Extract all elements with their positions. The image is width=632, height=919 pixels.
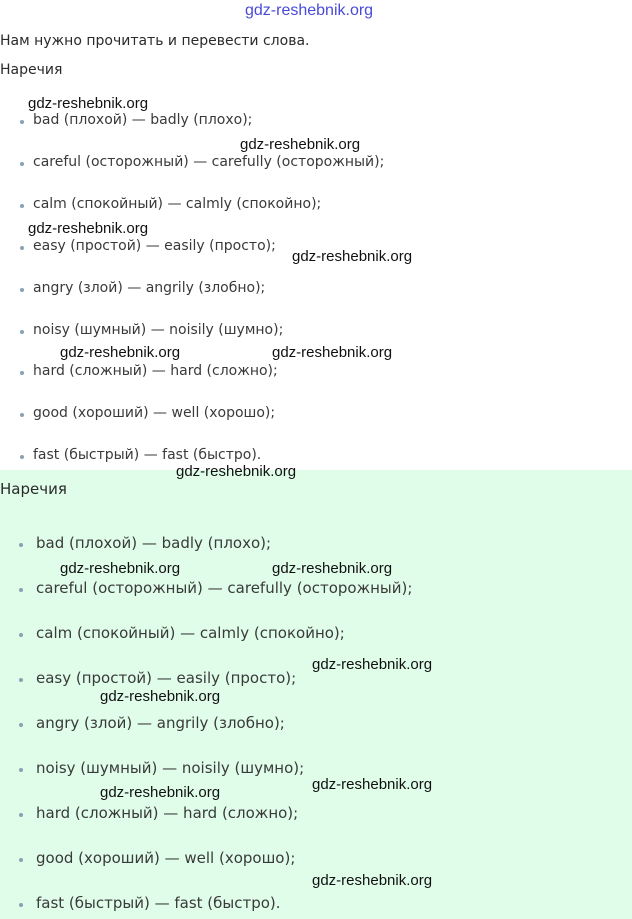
list-item-text: fast (быстрый) — fast (быстро). bbox=[33, 447, 262, 463]
bullet-icon bbox=[19, 723, 23, 727]
site-watermark-top: gdz-reshebnik.org bbox=[245, 2, 374, 19]
list-item-text: bad (плохой) — badly (плохо); bbox=[36, 534, 272, 552]
list-item-text: fast (быстрый) — fast (быстро). bbox=[36, 894, 281, 912]
bullet-icon bbox=[19, 813, 23, 817]
watermark: gdz-reshebnik.org bbox=[312, 656, 433, 673]
list-item-text: good (хороший) — well (хорошо); bbox=[36, 849, 296, 867]
list-item-text: hard (сложный) — hard (сложно); bbox=[33, 363, 278, 379]
watermark: gdz-reshebnik.org bbox=[272, 344, 393, 361]
list-item-text: calm (спокойный) — calmly (спокойно); bbox=[36, 624, 345, 642]
list-item-text: noisy (шумный) — noisily (шумно); bbox=[36, 759, 305, 777]
list-item-text: good (хороший) — well (хорошо); bbox=[33, 405, 276, 421]
bullet-icon bbox=[20, 455, 24, 459]
bullet-icon bbox=[19, 903, 23, 907]
bullet-icon bbox=[20, 330, 24, 334]
watermark: gdz-reshebnik.org bbox=[312, 776, 433, 793]
bullet-icon bbox=[20, 413, 24, 417]
watermark: gdz-reshebnik.org bbox=[272, 560, 393, 577]
section-title: Наречия bbox=[0, 62, 63, 78]
watermark: gdz-reshebnik.org bbox=[176, 463, 297, 480]
bullet-icon bbox=[20, 288, 24, 292]
bullet-icon bbox=[19, 768, 23, 772]
bullet-icon bbox=[19, 588, 23, 592]
bullet-icon bbox=[20, 246, 24, 250]
list-item-text: easy (простой) — easily (просто); bbox=[36, 669, 297, 687]
list-item-text: angry (злой) — angrily (злобно); bbox=[36, 714, 285, 732]
watermark: gdz-reshebnik.org bbox=[312, 872, 433, 889]
list-item-text: angry (злой) — angrily (злобно); bbox=[33, 280, 266, 296]
list-item-text: noisy (шумный) — noisily (шумно); bbox=[33, 322, 284, 338]
section-title: Наречия bbox=[0, 480, 67, 498]
watermark: gdz-reshebnik.org bbox=[100, 688, 221, 705]
list-item-text: careful (осторожный) — carefully (осторожный); bbox=[36, 579, 413, 597]
watermark: gdz-reshebnik.org bbox=[100, 784, 221, 801]
bullet-icon bbox=[19, 678, 23, 682]
list-item-text: calm (спокойный) — calmly (спокойно); bbox=[33, 196, 322, 212]
watermark: gdz-reshebnik.org bbox=[292, 248, 413, 265]
list-item-text: easy (простой) — easily (просто); bbox=[33, 238, 276, 254]
bullet-icon bbox=[19, 633, 23, 637]
list-item-text: hard (сложный) — hard (сложно); bbox=[36, 804, 299, 822]
list-item-text: bad (плохой) — badly (плохо); bbox=[33, 112, 253, 128]
bullet-icon bbox=[19, 858, 23, 862]
bullet-icon bbox=[20, 371, 24, 375]
bullet-icon bbox=[20, 162, 24, 166]
list-item-text: careful (осторожный) — carefully (осторожный); bbox=[33, 154, 385, 170]
watermark: gdz-reshebnik.org bbox=[240, 136, 361, 153]
intro-text: Нам нужно прочитать и перевести слова. bbox=[0, 33, 310, 49]
watermark: gdz-reshebnik.org bbox=[60, 344, 181, 361]
watermark: gdz-reshebnik.org bbox=[28, 95, 149, 112]
bullet-icon bbox=[19, 543, 23, 547]
bullet-icon bbox=[20, 204, 24, 208]
bullet-icon bbox=[20, 120, 24, 124]
watermark: gdz-reshebnik.org bbox=[28, 220, 149, 237]
watermark: gdz-reshebnik.org bbox=[60, 560, 181, 577]
